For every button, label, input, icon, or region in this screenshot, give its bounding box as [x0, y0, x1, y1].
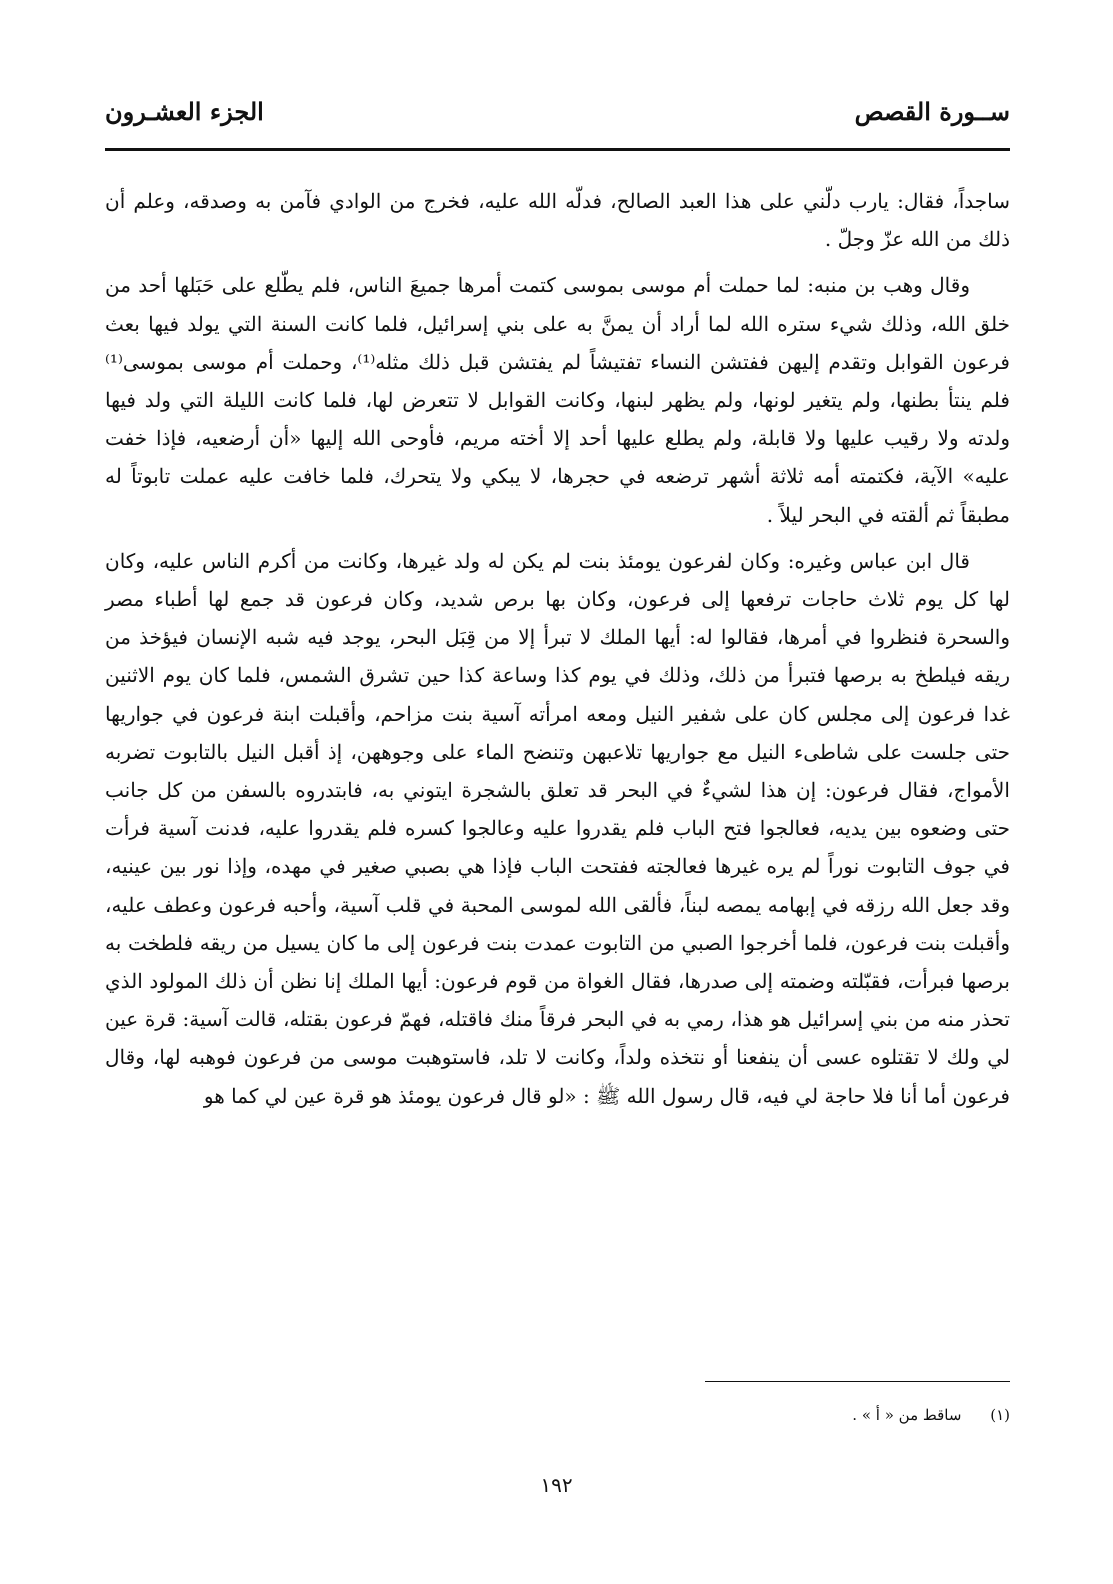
- main-text: [105, 182, 1010, 1123]
- juz-title: الجزء العشـرون: [105, 97, 264, 126]
- page-number: ١٩٢: [540, 1473, 573, 1497]
- footnote: [105, 1400, 1010, 1430]
- running-head: [105, 92, 1010, 132]
- footnote-text: ساقط من « أ » .: [852, 1406, 962, 1424]
- paragraph-3: قال ابن عباس وغيره: وكان لفرعون يومئذ بنت لم يكن له ولد غيرها، وكانت من أكرم الناس عليه، وكان لها كل يوم ثلاث حاجات ترفعها إلى فرعون، وكان بها برص شديد، وكان فرعون قد جمع لها أطباء مصر والسحرة فنظروا في أمرها، فقالوا له: أيها الملك لا تبرأ إلا من قِبَل البحر، يوجد فيه شبه الإنسان فيؤخذ من ريقه فيلطخ به برصها فتبرأ من ذلك، وذلك في يوم كذا وساعة كذا حين تشرق الشمس، فلما كان يوم الاثنين غدا فرعون إلى مجلس كان على شفير النيل ومعه امرأته آسية بنت مزاحم، وأقبلت ابنة فرعون في جواريها حتى جلست على شاطىء النيل مع جواريها تلاعبهن وتنضح الماء على وجوههن، إذ أقبل النيل بالتابوت تضربه الأمواج، فقال فرعون: إن هذا لشيءٌ في البحر قد تعلق بالشجرة ايتوني به، فابتدروه بالسفن من كل جانب حتى وضعوه بين يديه، فعالجوا فتح الباب فلم يقدروا عليه وعالجوا كسره فلم يقدروا عليه، فدنت آسية فرأت في جوف التابوت نوراً لم يره غيرها فعالجته ففتحت الباب فإذا هي بصبي صغير في مهده، وإذا نور بين عينيه، وقد جعل الله رزقه في إبهامه يمصه لبناً، فألقى الله لموسى المحبة في قلب آسية، وأحبه فرعون وعطف عليه، وأقبلت بنت فرعون، فلما أخرجوا الصبي من التابوت عمدت بنت فرعون إلى ما كان يسيل من ريقه فلطخت به برصها فبرأت، فقبّلته وضمته إلى صدرها، فقال الغواة من قوم فرعون: أيها الملك إنا نظن أن ذلك المولود الذي تحذر منه من بني إسرائيل هو هذا، رمي به في البحر فرقاً منك فاقتله، فهمّ فرعون بقتله، قالت آسية: قرة عين لي ولك لا تقتلوه عسى أن ينفعنا أو نتخذه ولداً، وكانت لا تلد، فاستوهبت موسى من فرعون فوهبه لها، وقال فرعون أما أنا فلا حاجة لي فيه، قال رسول الله ﷺ : «لو قال فرعون يومئذ هو قرة عين لي كما هو: [105, 548, 1010, 1108]
- footnote-rule: [705, 1381, 1010, 1382]
- paragraph-1: ساجداً، فقال: يارب دلّني على هذا العبد الصالح، فدلّه الله عليه، فخرج من الوادي فآمن به وصدقه، وعلم أن ذلك من الله عزّ وجلّ .: [105, 189, 1010, 252]
- paragraph-2: وقال وهب بن منبه: لما حملت أم موسى بموسى كتمت أمرها جميعَ الناس، فلم يطّلع على حَبَلها أحد من خلق الله، وذلك شيء ستره الله لما أراد أن يمنَّ به على بني إسرائيل، فلما كانت السنة التي يولد فيها بعث فرعون القوابل وتقدم إليهن ففتشن النساء تفتيشاً لم يفتشن قبل ذلك مثله⁽¹⁾، وحملت أم موسى بموسى⁽¹⁾ فلم ينتأ بطنها، ولم يتغير لونها، ولم يظهر لبنها، وكانت القوابل لا تتعرض لها، فلما كانت الليلة التي ولد فيها ولدته ولا رقيب عليها ولا قابلة، ولم يطلع عليها أحد إلا أخته مريم، فأوحى الله إليها «أن أرضعيه، فإذا خفت عليه» الآية، فكتمته أمه ثلاثة أشهر ترضعه في حجرها، لا يبكي ولا يتحرك، فلما خافت عليه عملت تابوتاً له مطبقاً ثم ألقته في البحر ليلاً .: [105, 273, 1010, 527]
- surah-title: ســورة القصص: [854, 97, 1010, 126]
- footnote-number: (١): [990, 1406, 1010, 1424]
- header-rule: [105, 148, 1010, 151]
